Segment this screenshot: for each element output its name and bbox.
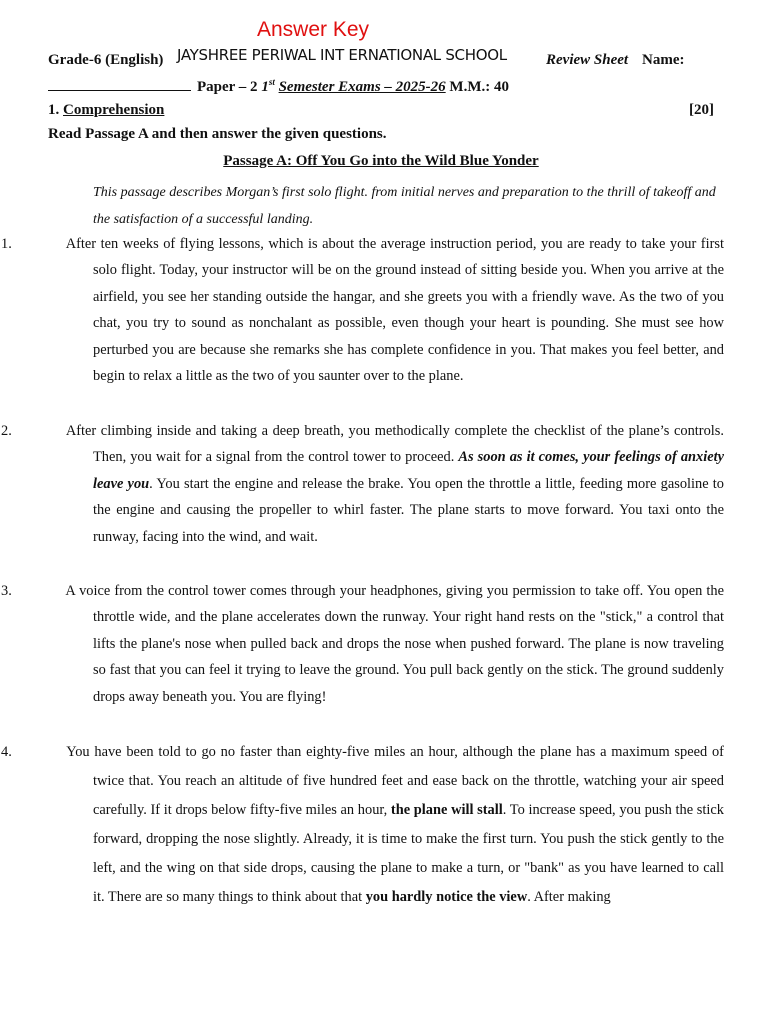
paragraph-1: 1. After ten weeks of flying lessons, which is about the average instruction period, you are ready to take your first solo flight. Today, your instructor will be on the ground instead of sitting beside you. When you arrive at the airfield, you see her standing outside the hangar, and she greets you with a friendly wave. As the two of you chat, you try to sound as nonchalant as possible, even though your heart is pounding. She must see how perturbed you are because she remarks she has complete confidence in you. That makes you feel better, and begin to relax a little as the two of you saunter over to the plane. <box>1 236 724 385</box>
bold-text: you hardly notice the view <box>365 889 528 905</box>
paragraph-2: 2. After climbing inside and taking a deep breath, you methodically complete the checklist of the plane’s controls. Then, you wait for a signal from the control tower to proceed. As soon as it comes, your feelings of anxiety leave you. You start the engine and release the brake. You open the throttle a little, feeding more gasoline to the engine and causing the propeller to whirl faster. The plane starts to move forward. You taxi onto the runway, facing into the wind, and wait. <box>1 423 725 545</box>
section-title: 1. Comprehension <box>48 102 165 118</box>
emphasis-text: As soon as it comes, your feelings of anxiety leave you <box>93 449 725 492</box>
semester-text: Semester Exams – 2025-26 <box>278 79 446 95</box>
paragraph-4: 4. You have been told to go no faster than eighty-five miles an hour, although the plane has a maximum speed of twice that. You reach an altitude of five hundred feet and ease back on the throttle, watching your air speed carefully. If it drops below fifty-five miles an hour, the plane will stall. To increase speed, you push the stick forward, dropping the nose slightly. Already, it is time to make the first turn. You push the stick gently to the left, and the wing on that side drops, causing the plane to make a turn, or "bank" as you have learned to call it. There are so many things to think about that you hardly notice the view. After making <box>1 744 724 905</box>
passage-summary: This passage describes Morgan’s first solo flight. from initial nerves and preparation to the thrill of takeoff and the satisfaction of a successful landing. <box>93 185 716 227</box>
grade-label: Grade-6 (English) <box>48 52 164 68</box>
instruction-text: Read Passage A and then answer the given questions. <box>48 126 387 142</box>
answer-key-label: Answer Key <box>257 18 370 41</box>
paper-info-line <box>48 77 509 96</box>
name-label: Name: <box>642 52 685 68</box>
passage-title: Passage A: Off You Go into the Wild Blue Yonder <box>223 153 539 169</box>
semester-number: 1st <box>261 77 275 95</box>
name-blank-line <box>48 78 191 91</box>
review-sheet-label: Review Sheet <box>546 52 629 68</box>
school-name: JAYSHREE PERIWAL INT ERNATIONAL SCHOOL <box>177 46 507 64</box>
paragraph-3: 3. A voice from the control tower comes through your headphones, giving you permission to take off. You open the throttle wide, and the plane accelerates down the runway. Your right hand rests on the "stick," a control that lifts the plane's nose when pulled back and drops the nose when pushed forward. The plane is now traveling so fast that you can feel it trying to leave the ground. You pull back gently on the stick. The ground suddenly drops away beneath you. You are flying! <box>1 583 725 705</box>
max-marks: M.M.: 40 <box>449 79 509 95</box>
paper-label: Paper – 2 <box>197 79 258 95</box>
section-marks: [20] <box>689 102 714 118</box>
bold-text: the plane will stall <box>390 802 503 818</box>
